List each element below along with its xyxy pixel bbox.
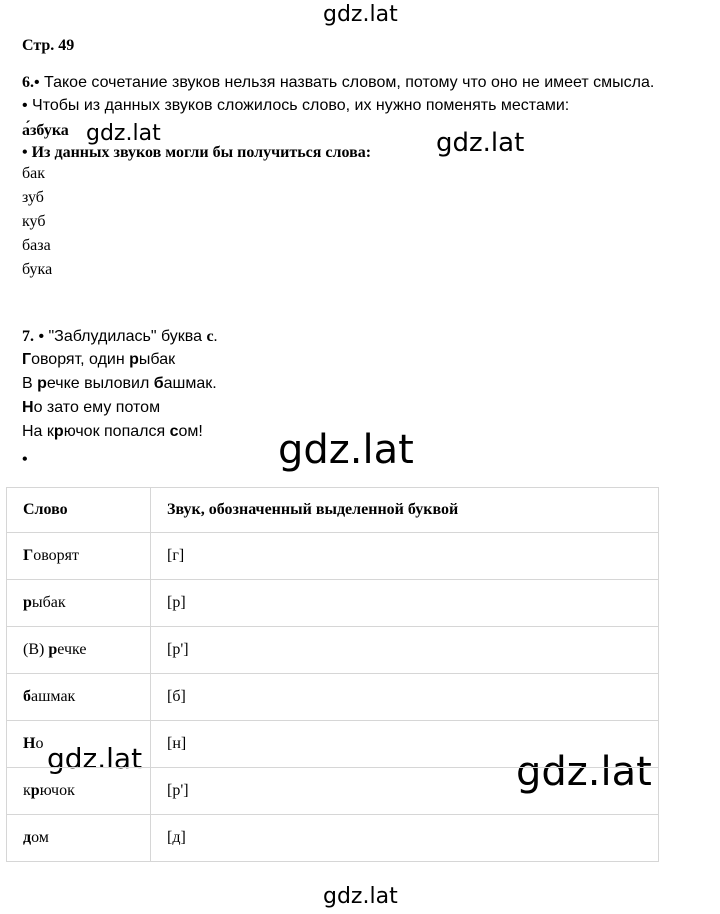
word-part: (В) [23,641,49,658]
task6-word: база [22,237,51,254]
task6-answer-stressed: а́ [22,122,30,139]
task7-intro [22,327,218,347]
poem-line [22,398,160,418]
poem-text: В [22,375,38,392]
poem-text: ом! [178,423,203,440]
poem-bold: с [169,423,179,440]
table-header-row [7,488,659,533]
word-part: оворят [33,547,79,564]
task7-number: 7. [22,328,34,345]
poem-text: оворят, один [31,351,130,368]
page-label: Стр. 49 [22,37,75,54]
poem-line [22,350,175,370]
sounds-table [6,487,659,862]
table-cell-sound: [г] [151,533,659,580]
poem-text: ыбак [138,351,176,368]
table-cell-sound: [р'] [151,627,659,674]
task6-number: 6. [22,74,34,91]
word-part: к [23,782,31,799]
poem-bold: Г [22,351,32,368]
word-part: ыбак [31,594,66,611]
watermark-large-right: gdz.lat [516,749,652,795]
table-row [7,721,659,768]
poem-line [22,374,217,394]
task7-bullet: • [22,451,28,468]
word-part: ечке [57,641,87,658]
watermark-medium: gdz.lat [436,128,525,158]
watermark-top: gdz.lat [323,2,398,27]
task6-word: бука [22,261,53,278]
task6-word: куб [22,213,46,230]
task7-intro-end: . [213,328,218,345]
watermark-large-center: gdz.lat [278,427,414,473]
table-cell-sound: [р] [151,580,659,627]
poem-line [22,422,203,442]
word-part: ом [31,829,49,846]
watermark-bottom: gdz.lat [323,884,398,909]
task6-word: бак [22,165,46,182]
task6-answer [22,121,69,141]
table-cell-word [7,721,151,768]
task7-intro-letter: с [206,328,214,345]
table-cell-sound: [р'] [151,768,659,815]
word-part: ашмак [31,688,76,705]
table-cell-word [7,627,151,674]
table-header-sound: Звук, обозначенный выделенной буквой [151,488,659,533]
task6-text1: • Такое сочетание звуков нельзя назвать словом, потому что оно не имеет смысла. [34,74,655,91]
poem-bold: б [153,375,164,392]
task6-word: зуб [22,189,44,206]
table-row [7,768,659,815]
poem-text: ашмак. [163,375,217,392]
table-row [7,674,659,721]
word-bold-letter: Г [23,547,34,564]
watermark-table-left: gdz.lat [47,742,143,775]
table-cell-word [7,768,151,815]
task7-intro-text: • "Заблудилась" буква [34,328,207,345]
word-bold-letter: р [23,594,32,611]
table-cell-sound: [б] [151,674,659,721]
task6-line3-bullet: • [22,144,32,161]
word-bold-letter: д [23,829,32,846]
task6-line3-text: Из данных звуков могли бы получиться слова: [31,144,372,161]
poem-bold: Н [22,399,34,416]
watermark-small: gdz.lat [86,121,161,146]
table-row [7,580,659,627]
task6-line2: • Чтобы из данных звуков сложилось слово, их нужно поменять местами: [22,97,570,114]
poem-text: ючок попался [63,423,170,440]
poem-text: о зато ему потом [33,399,161,416]
table-cell-word [7,533,151,580]
poem-bold: р [37,375,47,392]
task6-answer-rest: збука [30,122,69,139]
word-part: о [35,735,44,752]
word-bold-letter: Н [23,735,36,752]
word-bold-letter: р [30,782,40,799]
table-cell-word [7,674,151,721]
table-header-word: Слово [7,488,151,533]
word-part: ючок [39,782,75,799]
table-row [7,815,659,862]
table-row [7,627,659,674]
poem-bold: р [129,351,139,368]
table-cell-sound: [н] [151,721,659,768]
task6-line1 [22,73,654,93]
poem-text: На к [22,423,54,440]
poem-bold: р [53,423,64,440]
task6-line3 [22,143,371,163]
word-bold-letter: р [48,641,58,658]
table-row [7,533,659,580]
table-cell-word [7,580,151,627]
word-bold-letter: б [23,688,31,705]
poem-text: ечке выловил [46,375,154,392]
table-cell-word [7,815,151,862]
table-cell-sound: [д] [151,815,659,862]
